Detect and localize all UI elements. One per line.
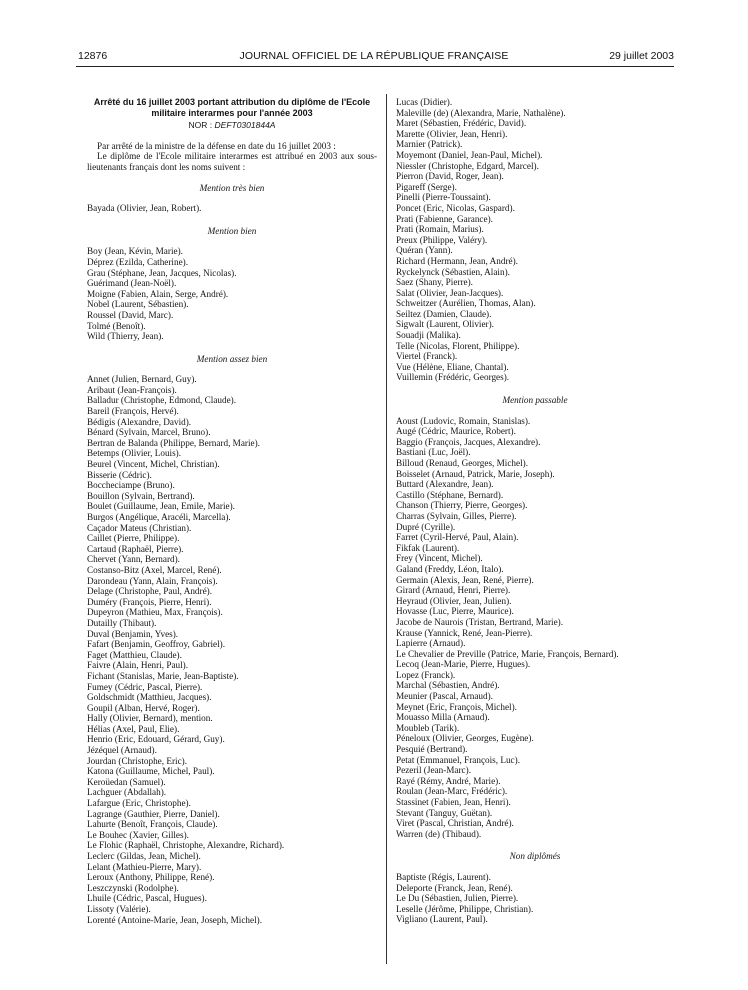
list-item: Boy (Jean, Kévin, Marie).: [87, 246, 183, 257]
nor-code: DEFT0301844A: [214, 120, 276, 131]
list-item: Fichant (Stanislas, Marie, Jean-Baptiste).: [87, 670, 239, 681]
list-item: Galand (Freddy, Léon, Italo).: [396, 563, 504, 574]
list-item: Wild (Thierry, Jean).: [87, 331, 164, 342]
section-heading-assez-bien: Mention assez bien: [196, 353, 268, 364]
list-item: Fumey (Cédric, Pascal, Pierre).: [87, 681, 203, 692]
list-item: Bénard (Sylvain, Marcel, Bruno).: [87, 427, 211, 438]
list-item: Péneloux (Olivier, Georges, Eugène).: [396, 733, 534, 744]
list-item: Bareil (François, Hervé).: [87, 406, 179, 417]
list-item: Lucas (Didier).: [396, 97, 453, 107]
intro-paragraph-1: Par arrêté de la ministre de la défense en date du 16 juillet 2003 :: [97, 140, 336, 151]
nor-label: NOR :: [188, 120, 213, 131]
list-item: Bastiani (Luc, Joël).: [396, 447, 471, 458]
list-item: Prati (Romain, Marius).: [396, 224, 484, 235]
list-item: Darondeau (Yann, Alain, François).: [87, 575, 218, 586]
list-item: Maret (Sébastien, Frédéric, David).: [396, 118, 527, 129]
right-column: [396, 97, 674, 925]
list-item: Burgos (Angélique, Aracéli, Marcella).: [87, 512, 231, 522]
list-item: Farret (Cyril-Hervé, Paul, Alain).: [396, 532, 519, 543]
list-item: Cartaud (Raphaël, Pierre).: [87, 543, 184, 554]
list-item: Vue (Hélène, Eliane, Chantal).: [396, 361, 509, 372]
list-item: Castillo (Stéphane, Bernard).: [396, 489, 504, 500]
intro-paragraph-2: Le diplôme de l'Ecole militaire interarmes est attribué en 2003 aux sous-lieutenants français dont les noms suivent :: [87, 151, 377, 172]
list-item: Aoust (Ludovic, Romain, Stanislas).: [396, 415, 531, 426]
list-item: Hélias (Axel, Paul, Elie).: [87, 723, 180, 734]
list-item: Maleville (de) (Alexandra, Marie, Nathalène).: [396, 107, 566, 118]
list-item: Lorenté (Antoine-Marie, Jean, Joseph, Michel).: [87, 914, 263, 925]
list-item: Fafart (Benjamin, Geoffroy, Gabriel).: [87, 639, 226, 650]
list-item: Viret (Pascal, Christian, André).: [396, 818, 514, 829]
article-title: Arrêté du 16 juillet 2003 portant attribution du diplôme de l'Ecole militaire interarmes pour l'année 2003: [93, 97, 371, 118]
list-item: Warren (de) (Thibaud).: [396, 828, 482, 839]
list-item: Leszczynski (Rodolphe).: [87, 882, 179, 893]
list-item: Marchal (Sébastien, André).: [396, 680, 500, 691]
list-item: Charras (Sylvain, Gilles, Pierre).: [396, 510, 517, 521]
list-item: Girard (Arnaud, Henri, Pierre).: [396, 585, 511, 596]
list-item: Krause (Yannick, René, Jean-Pierre).: [396, 627, 533, 638]
list-item: Pierron (David, Roger, Jean).: [396, 171, 504, 182]
list-item: Bertran de Balanda (Philippe, Bernard, Marie).: [87, 437, 260, 448]
list-item: Heyraud (Olivier, Jean, Julien).: [396, 595, 512, 606]
list-item: Lapierre (Arnaud).: [396, 638, 466, 649]
list-item: Richard (Hermann, Jean, André).: [396, 255, 518, 266]
list-item: Le Flohic (Raphaël, Christophe, Alexandre, Richard).: [87, 840, 285, 851]
list-assez-bien-right: [396, 97, 674, 383]
list-item: Salat (Olivier, Jean-Jacques).: [396, 287, 504, 298]
list-item: Seiltez (Damien, Claude).: [396, 308, 492, 319]
list-item: Pigareff (Serge).: [396, 181, 457, 192]
list-item: Lhuile (Cédric, Pascal, Hugues).: [87, 893, 207, 904]
section-heading-passable: Mention passable: [502, 395, 568, 406]
list-item: Guérimand (Jean-Noël).: [87, 278, 177, 289]
list-item: Henrio (Eric, Edouard, Gérard, Guy).: [87, 734, 225, 745]
list-item: Duval (Benjamin, Yves).: [87, 628, 179, 639]
list-item: Roussel (David, Marc).: [87, 309, 174, 320]
list-item: Deleporte (Franck, Jean, René).: [396, 882, 513, 893]
list-item: Fikfak (Laurent).: [396, 542, 460, 553]
list-item: Hally (Olivier, Bernard), mention.: [87, 713, 213, 724]
list-item: Keroüedan (Samuel).: [87, 776, 166, 787]
journal-title: JOURNAL OFFICIEL DE LA RÉPUBLIQUE FRANÇAISE: [239, 50, 509, 62]
list-item: Boulet (Guillaume, Jean, Emile, Marie).: [87, 501, 235, 512]
list-item: Balladur (Christophe, Edmond, Claude).: [87, 395, 237, 406]
left-column: [87, 97, 377, 925]
list-item: Tolmé (Benoît).: [87, 320, 146, 331]
list-item: Caçador Mateus (Christian).: [87, 522, 192, 533]
list-item: Poncet (Eric, Nicolas, Gaspard).: [396, 202, 515, 213]
list-item: Chanson (Thierry, Pierre, Georges).: [396, 500, 528, 511]
list-item: Niessler (Christophe, Edgard, Marcel).: [396, 160, 539, 171]
list-item: Moigne (Fabien, Alain, Serge, André).: [87, 288, 229, 299]
list-item: Ryckelynck (Sébastien, Alain).: [396, 266, 510, 277]
list-item: Lissoty (Valérie).: [87, 903, 151, 914]
list-item: Moubleb (Tarik).: [396, 722, 460, 733]
list-item: Duméry (François, Pierre, Henri).: [87, 596, 212, 607]
list-item: Billoud (Renaud, Georges, Michel).: [396, 458, 529, 468]
list-item: Goupil (Alban, Hervé, Roger).: [87, 702, 200, 713]
list-item: Baptiste (Régis, Laurent).: [396, 871, 491, 882]
list-item: Bouillon (Sylvain, Bertrand).: [87, 490, 195, 501]
list-item: Moyemont (Daniel, Jean-Paul, Michel).: [396, 149, 543, 160]
section-heading-non-diplomes: Non diplômés: [509, 851, 561, 862]
list-item: Delage (Christophe, Paul, André).: [87, 586, 213, 597]
list-item: Marette (Olivier, Jean, Henri).: [396, 128, 508, 139]
list-item: Le Du (Sébastien, Julien, Pierre).: [396, 893, 519, 904]
page-header: [0, 0, 748, 62]
section-heading-tres-bien: Mention très bien: [199, 182, 265, 193]
list-item: Le Chevalier de Preville (Patrice, Marie, François, Bernard).: [396, 648, 619, 659]
list-item: Saez (Shany, Pierre).: [396, 277, 473, 288]
nor-reference: [87, 120, 377, 131]
list-item: Déprez (Ezilda, Catherine).: [87, 256, 189, 267]
list-item: Katona (Guillaume, Michel, Paul).: [87, 766, 215, 777]
list-item: Germain (Alexis, Jean, René, Pierre).: [396, 574, 534, 585]
list-item: Costanso-Bitz (Axel, Marcel, René).: [87, 564, 222, 575]
list-item: Lelant (Mathieu-Pierre, Mary).: [87, 861, 202, 872]
list-bien: [87, 246, 377, 341]
list-item: Souadji (Malika).: [396, 330, 461, 341]
list-item: Stassinet (Fabien, Jean, Henri).: [396, 797, 511, 807]
article-intro: [87, 141, 377, 173]
issue-date: 29 juillet 2003: [609, 50, 674, 62]
list-item: Jourdan (Christophe, Eric).: [87, 755, 188, 766]
list-non-diplomes: [396, 872, 674, 925]
list-item: Augé (Cédric, Maurice, Robert).: [396, 426, 516, 437]
page-number: 12876: [78, 50, 108, 62]
list-item: Sigwalt (Laurent, Olivier).: [396, 319, 494, 330]
list-item: Roulan (Jean-Marc, Frédéric).: [396, 786, 508, 797]
list-tres-bien: [87, 203, 377, 214]
list-item: Betemps (Olivier, Louis).: [87, 448, 182, 459]
list-item: Preux (Philippe, Valéry).: [396, 234, 488, 245]
list-item: Vuillemin (Frédéric, Georges).: [396, 372, 510, 383]
list-item: Leroux (Anthony, Philippe, René).: [87, 872, 215, 883]
list-item: Beurel (Vincent, Michel, Christian).: [87, 459, 220, 470]
list-item: Lopez (Franck).: [396, 669, 456, 680]
list-item: Schweitzer (Aurélien, Thomas, Alan).: [396, 298, 536, 309]
list-item: Annet (Julien, Bernard, Guy).: [87, 374, 197, 385]
list-item: Hovasse (Luc, Pierre, Maurice).: [396, 606, 514, 617]
list-item: Pesquié (Bertrand).: [396, 744, 468, 755]
list-passable: [396, 416, 674, 840]
list-item: Jacobe de Naurois (Tristan, Bertrand, Marie).: [396, 616, 564, 627]
list-item: Lecoq (Jean-Marie, Pierre, Hugues).: [396, 659, 531, 670]
list-item: Dupré (Cyrille).: [396, 521, 456, 532]
list-item: Rayé (Rémy, André, Marie).: [396, 775, 501, 786]
list-item: Bisserie (Cédric).: [87, 469, 152, 480]
section-heading-bien: Mention bien: [207, 225, 257, 236]
list-item: Boisselet (Arnaud, Patrick, Marie, Joseph).: [396, 468, 555, 479]
list-item: Buttard (Alexandre, Jean).: [396, 479, 494, 490]
list-item: Caillet (Pierre, Philippe).: [87, 533, 180, 544]
list-item: Lagrange (Gauthier, Pierre, Daniel).: [87, 808, 220, 819]
list-item: Boccheciampe (Bruno).: [87, 480, 175, 491]
list-item: Leclerc (Gildas, Jean, Michel).: [87, 851, 201, 861]
list-item: Prati (Fabienne, Garance).: [396, 213, 493, 224]
list-item: Viertel (Franck).: [396, 351, 458, 362]
list-item: Nobel (Laurent, Sébastien).: [87, 299, 189, 310]
list-item: Vigliano (Laurent, Paul).: [396, 914, 488, 925]
list-item: Bayada (Olivier, Jean, Robert).: [87, 203, 202, 214]
list-item: Aribaut (Jean-François).: [87, 384, 177, 395]
list-item: Stevant (Tanguy, Guëtan).: [396, 807, 493, 818]
list-item: Quéran (Yann).: [396, 245, 453, 256]
list-item: Pezeril (Jean-Marc).: [396, 765, 471, 776]
header-divider: [76, 66, 674, 67]
list-item: Chervet (Yann, Bernard).: [87, 554, 180, 565]
column-divider: [386, 94, 387, 964]
list-item: Telle (Nicolas, Florent, Philippe).: [396, 340, 520, 351]
list-item: Meunier (Pascal, Arnaud).: [396, 691, 493, 702]
list-item: Baggio (François, Jacques, Alexandre).: [396, 436, 541, 447]
list-item: Bédigis (Alexandre, David).: [87, 416, 192, 427]
list-item: Faget (Matthieu, Claude).: [87, 649, 182, 660]
list-item: Petat (Emmanuel, François, Luc).: [396, 754, 520, 765]
list-item: Meynet (Eric, François, Michel).: [396, 701, 517, 712]
list-item: Frey (Vincent, Michel).: [396, 553, 483, 564]
list-item: Marnier (Patrick).: [396, 139, 463, 150]
list-item: Dutailly (Thibaut).: [87, 617, 157, 628]
list-item: Goldschmidt (Matthieu, Jacques).: [87, 692, 212, 703]
list-assez-bien-left: [87, 374, 377, 925]
list-item: Dupeyron (Mathieu, Max, François).: [87, 607, 223, 618]
list-item: Grau (Stéphane, Jean, Jacques, Nicolas).: [87, 267, 237, 278]
list-item: Lachguer (Abdallah).: [87, 787, 167, 798]
list-item: Le Bouhec (Xavier, Gilles).: [87, 829, 189, 840]
list-item: Lafargue (Eric, Christophe).: [87, 798, 191, 809]
list-item: Jézéquel (Arnaud).: [87, 745, 157, 756]
list-item: Mouasso Milla (Arnaud).: [396, 712, 490, 723]
list-item: Leselle (Jérôme, Philippe, Christian).: [396, 903, 534, 914]
list-item: Pinelli (Pierre-Toussaint).: [396, 192, 491, 203]
list-item: Lahurte (Benoît, François, Claude).: [87, 819, 218, 830]
list-item: Faivre (Alain, Henri, Paul).: [87, 660, 189, 671]
